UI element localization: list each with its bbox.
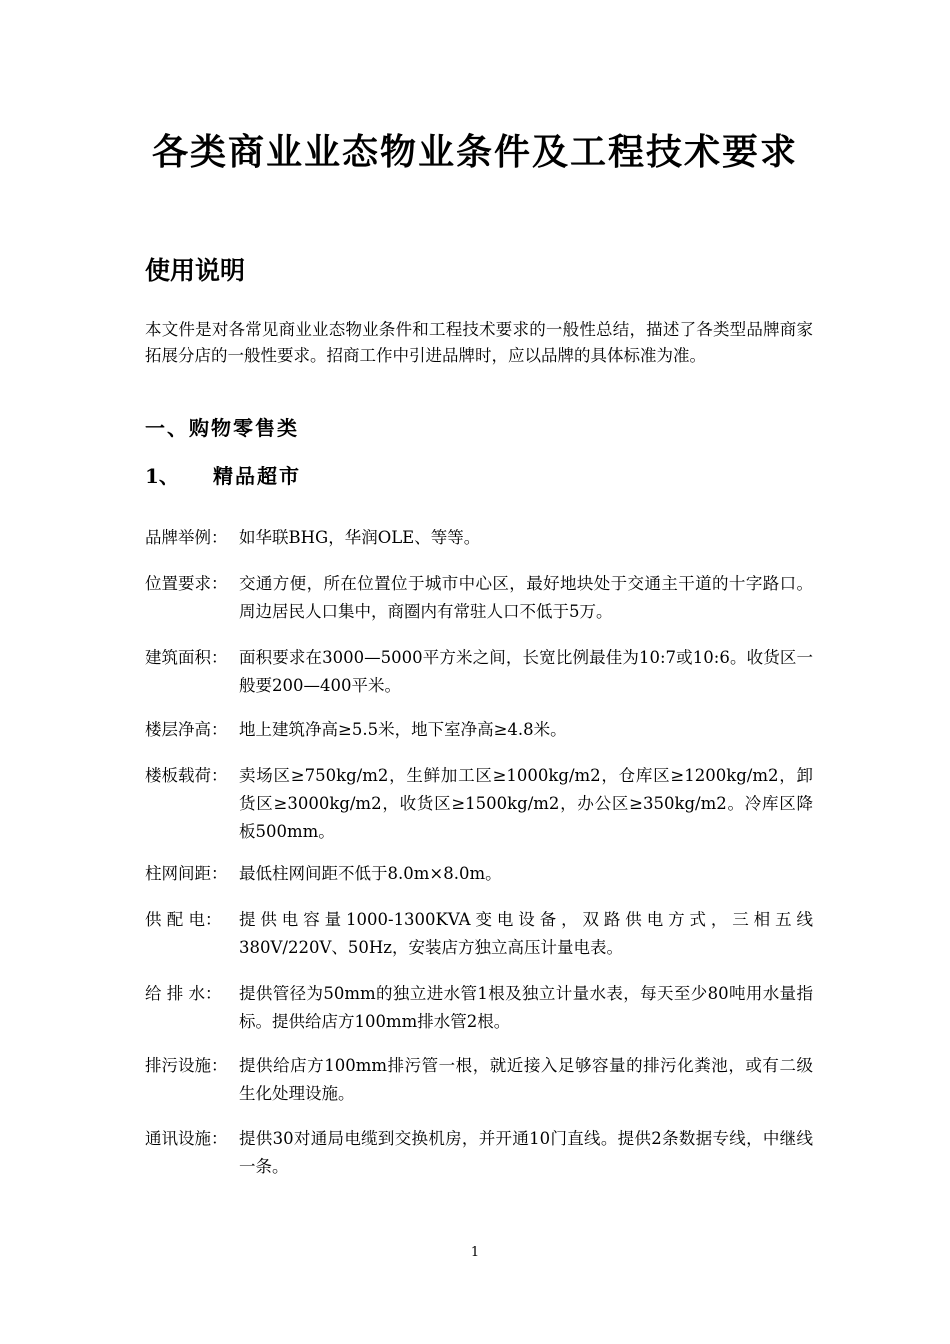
spec-value: 卖场区≥750kg/m2，生鲜加工区≥1000kg/m2，仓库区≥1200kg/m2，卸货区≥3000kg/m2，收货区≥1500kg/m2，办公区≥350kg/m2。冷库区降板500mm。 (239, 766, 813, 841)
spec-label: 位置要求： (145, 574, 228, 593)
spec-item-water (145, 980, 813, 1036)
subsection-number: 1、 (145, 464, 179, 488)
spec-item-floor-load (145, 762, 813, 846)
spec-item-sewage (145, 1052, 813, 1108)
subsection-heading (145, 462, 301, 490)
spec-label: 楼层净高： (145, 720, 228, 739)
spec-value: 地上建筑净高≥5.5米，地下室净高≥4.8米。 (239, 720, 567, 739)
spec-value: 面积要求在3000—5000平方米之间，长宽比例最佳为10:7或10:6。收货区一般要200—400平米。 (239, 648, 813, 695)
spec-item-location (145, 570, 813, 626)
spec-label: 通讯设施： (145, 1129, 228, 1148)
spec-label: 楼板载荷： (145, 766, 228, 785)
document-title: 各类商业业态物业条件及工程技术要求 (151, 131, 798, 173)
category-heading: 一、购物零售类 (145, 416, 299, 440)
spec-label: 排污设施： (145, 1056, 228, 1075)
spec-value: 提供30对通局电缆到交换机房，并开通10门直线。提供2条数据专线，中继线一条。 (239, 1129, 813, 1176)
spec-value: 最低柱网间距不低于8.0m×8.0m。 (239, 864, 502, 883)
spec-label: 品牌举例： (145, 528, 228, 547)
spec-value: 提供电容量1000-1300KVA变电设备，双路供电方式，三相五线380V/220V、50Hz，安装店方独立高压计量电表。 (239, 910, 813, 957)
spec-value: 提供给店方100mm排污管一根，就近接入足够容量的排污化粪池，或有二级生化处理设施。 (239, 1056, 813, 1103)
spec-label: 建筑面积： (145, 648, 228, 667)
spec-label: 给 排 水： (145, 984, 222, 1003)
spec-item-area (145, 644, 813, 700)
intro-paragraph: 本文件是对各常见商业业态物业条件和工程技术要求的一般性总结，描述了各类型品牌商家拓展分店的一般性要求。招商工作中引进品牌时，应以品牌的具体标准为准。 (145, 320, 813, 365)
spec-value: 提供管径为50mm的独立进水管1根及独立计量水表，每天至少80吨用水量指标。提供给店方100mm排水管2根。 (239, 984, 813, 1031)
spec-value: 如华联BHG，华润OLE、等等。 (239, 528, 481, 547)
spec-item-height (145, 716, 813, 744)
spec-label: 柱网间距： (145, 864, 228, 883)
spec-value: 交通方便，所在位置位于城市中心区，最好地块处于交通主干道的十字路口。周边居民人口集中，商圈内有常驻人口不低于5万。 (239, 574, 813, 621)
usage-heading: 使用说明 (145, 256, 246, 285)
page-number: 1 (470, 1245, 480, 1260)
spec-item-brand (145, 524, 813, 552)
spec-item-column-grid (145, 860, 813, 888)
spec-item-power (145, 906, 813, 962)
subsection-title: 精品超市 (213, 464, 301, 488)
spec-item-telecom (145, 1125, 813, 1181)
spec-label: 供 配 电： (145, 910, 222, 929)
